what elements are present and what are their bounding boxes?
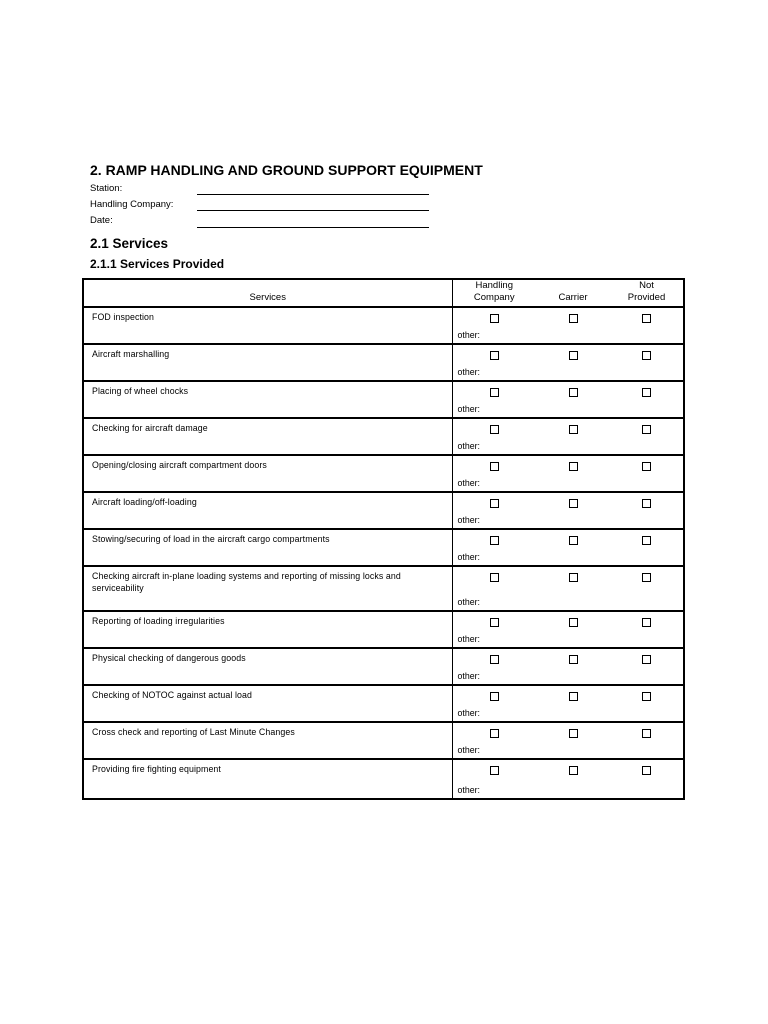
- not-provided-checkbox[interactable]: [642, 692, 651, 701]
- handling-company-checkbox[interactable]: [490, 388, 499, 397]
- header-not-provided-line2: Provided: [627, 292, 666, 303]
- not-provided-checkbox[interactable]: [642, 536, 651, 545]
- service-name: Opening/closing aircraft compartment doors: [92, 460, 267, 470]
- header-services: [83, 279, 452, 307]
- service-name: Placing of wheel chocks: [92, 386, 189, 396]
- other-label: other:: [457, 552, 480, 562]
- not-provided-checkbox[interactable]: [642, 766, 651, 775]
- service-name: Checking for aircraft damage: [92, 423, 208, 433]
- carrier-checkbox[interactable]: [569, 655, 578, 664]
- handling-company-checkbox[interactable]: [490, 499, 499, 508]
- other-label: other:: [457, 441, 480, 451]
- header-not-provided-line1: Not: [639, 280, 654, 291]
- other-label: other:: [457, 671, 480, 681]
- section-title: 2. RAMP HANDLING AND GROUND SUPPORT EQUIPMENT: [90, 162, 483, 178]
- header-not-provided: [610, 279, 684, 307]
- service-name: Reporting of loading irregularities: [92, 616, 225, 626]
- not-provided-checkbox[interactable]: [642, 499, 651, 508]
- header-handling-company-line1: Handling: [475, 280, 513, 291]
- table-header-row: [83, 279, 684, 307]
- table-row: [83, 611, 684, 648]
- subsection-subtitle: 2.1.1 Services Provided: [90, 257, 225, 271]
- carrier-checkbox[interactable]: [569, 618, 578, 627]
- not-provided-checkbox[interactable]: [642, 314, 651, 323]
- handling-company-checkbox[interactable]: [490, 766, 499, 775]
- service-name: Checking of NOTOC against actual load: [92, 690, 253, 700]
- not-provided-checkbox[interactable]: [642, 655, 651, 664]
- not-provided-checkbox[interactable]: [642, 351, 651, 360]
- other-label: other:: [457, 708, 480, 718]
- handling-company-checkbox[interactable]: [490, 425, 499, 434]
- table-row: [83, 381, 684, 418]
- table-row: [83, 455, 684, 492]
- header-handling-company-line2: Company: [473, 292, 515, 303]
- not-provided-checkbox[interactable]: [642, 388, 651, 397]
- handling-company-field[interactable]: [197, 210, 429, 211]
- other-label: other:: [457, 330, 480, 340]
- table-row: [83, 566, 684, 611]
- carrier-checkbox[interactable]: [569, 351, 578, 360]
- table-row: [83, 685, 684, 722]
- carrier-checkbox[interactable]: [569, 425, 578, 434]
- not-provided-checkbox[interactable]: [642, 425, 651, 434]
- handling-company-checkbox[interactable]: [490, 462, 499, 471]
- handling-company-checkbox[interactable]: [490, 351, 499, 360]
- carrier-checkbox[interactable]: [569, 314, 578, 323]
- header-carrier-label: Carrier: [558, 292, 588, 303]
- service-name: Checking aircraft in-plane loading systems and reporting of missing locks and serviceability: [92, 571, 401, 593]
- service-name: Stowing/securing of load in the aircraft cargo compartments: [92, 534, 330, 544]
- station-label: Station:: [90, 183, 123, 194]
- service-name: FOD inspection: [92, 312, 155, 322]
- handling-company-checkbox[interactable]: [490, 655, 499, 664]
- table-row: [83, 492, 684, 529]
- service-name: Aircraft loading/off-loading: [92, 497, 197, 507]
- other-label: other:: [457, 785, 480, 795]
- date-field[interactable]: [197, 227, 429, 228]
- carrier-checkbox[interactable]: [569, 462, 578, 471]
- table-row: [83, 418, 684, 455]
- subsection-title: 2.1 Services: [90, 236, 169, 251]
- carrier-checkbox[interactable]: [569, 536, 578, 545]
- service-name: Providing fire fighting equipment: [92, 764, 221, 774]
- other-label: other:: [457, 597, 480, 607]
- carrier-checkbox[interactable]: [569, 499, 578, 508]
- not-provided-checkbox[interactable]: [642, 462, 651, 471]
- other-label: other:: [457, 367, 480, 377]
- station-field[interactable]: [197, 194, 429, 195]
- table-row: [83, 648, 684, 685]
- other-label: other:: [457, 745, 480, 755]
- services-table: [82, 278, 685, 800]
- carrier-checkbox[interactable]: [569, 766, 578, 775]
- table-row: [83, 307, 684, 344]
- table-row: [83, 529, 684, 566]
- carrier-checkbox[interactable]: [569, 729, 578, 738]
- other-label: other:: [457, 634, 480, 644]
- carrier-checkbox[interactable]: [569, 573, 578, 582]
- service-name: Physical checking of dangerous goods: [92, 653, 246, 663]
- header-carrier: [536, 279, 610, 307]
- handling-company-label: Handling Company:: [90, 199, 174, 210]
- date-label: Date:: [90, 215, 113, 226]
- table-row: [83, 759, 684, 799]
- handling-company-checkbox[interactable]: [490, 618, 499, 627]
- service-name: Aircraft marshalling: [92, 349, 170, 359]
- handling-company-checkbox[interactable]: [490, 573, 499, 582]
- handling-company-checkbox[interactable]: [490, 692, 499, 701]
- carrier-checkbox[interactable]: [569, 388, 578, 397]
- table-row: [83, 344, 684, 381]
- handling-company-checkbox[interactable]: [490, 729, 499, 738]
- carrier-checkbox[interactable]: [569, 692, 578, 701]
- table-row: [83, 722, 684, 759]
- service-name: Cross check and reporting of Last Minute Changes: [92, 727, 295, 737]
- other-label: other:: [457, 478, 480, 488]
- handling-company-checkbox[interactable]: [490, 536, 499, 545]
- handling-company-checkbox[interactable]: [490, 314, 499, 323]
- not-provided-checkbox[interactable]: [642, 729, 651, 738]
- other-label: other:: [457, 515, 480, 525]
- header-handling-company: [452, 279, 536, 307]
- not-provided-checkbox[interactable]: [642, 573, 651, 582]
- not-provided-checkbox[interactable]: [642, 618, 651, 627]
- header-services-label: Services: [249, 292, 286, 303]
- other-label: other:: [457, 404, 480, 414]
